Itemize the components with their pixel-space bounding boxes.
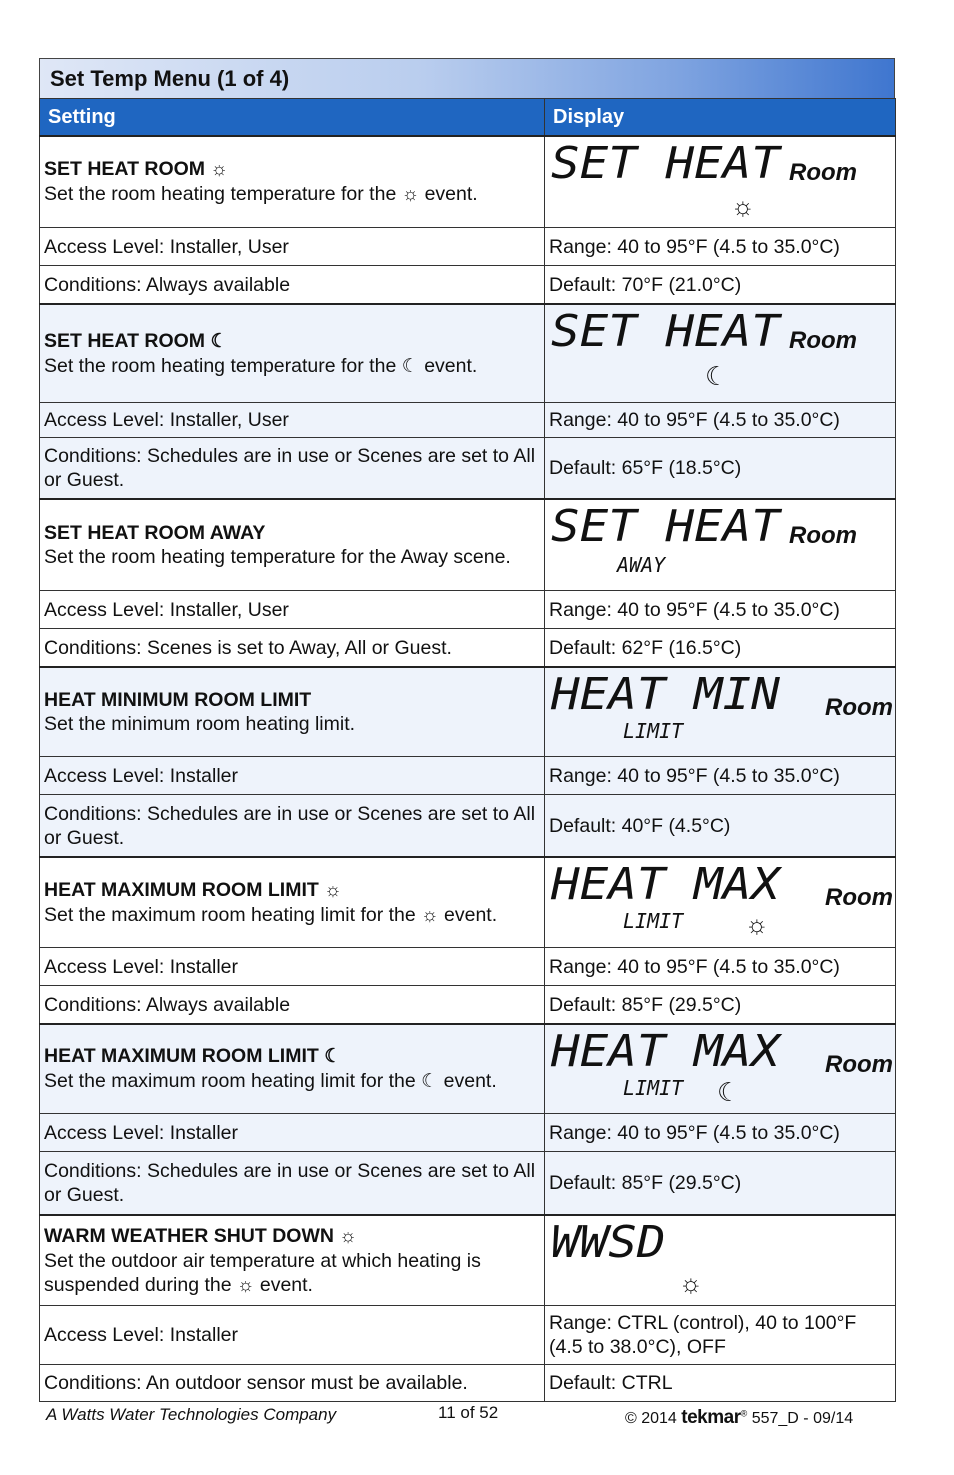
access-row [40,591,896,629]
setting-name [44,329,540,354]
display-cell [545,304,896,403]
setting-row [40,857,896,948]
brand-logo: tekmar [681,1407,741,1428]
description-text-end: event. [443,1070,497,1092]
setting-name [44,157,540,182]
moon-icon: ☾ [717,1077,741,1107]
sun-icon: ☼ [679,1268,703,1298]
lcd-sub-text: LIMIT [623,719,684,743]
description-text-end: event. [424,183,478,205]
setting-cell [40,1215,545,1306]
access-row [40,403,896,438]
default-value: Default: 85°F (29.5°C) [545,1152,896,1216]
setting-row [40,304,896,403]
lcd-sub-text: LIMIT [623,909,684,933]
range: Range: 40 to 95°F (4.5 to 35.0°C) [545,1114,896,1152]
moon-icon: ☾ [401,355,419,377]
setting-cell [40,667,545,757]
setting-description [44,182,540,207]
description-text: Set the maximum room heating limit for the [44,1070,416,1092]
display-cell [545,667,896,757]
description-text: Set the maximum room heating limit for the [44,903,416,926]
settings-table [39,98,896,1402]
lcd-sub-text: LIMIT [623,1076,684,1100]
access-row [40,1306,896,1365]
setting-description [44,354,540,379]
setting-description [44,712,540,736]
conditions-row [40,438,896,500]
sun-icon: ☼ [745,909,769,939]
description-text-end: event. [259,1273,313,1296]
setting-name-text: HEAT MAXIMUM ROOM LIMIT [44,878,319,901]
setting-row [40,136,896,228]
setting-cell [40,304,545,403]
sun-icon: ☼ [339,1225,357,1247]
lcd-main-text: SET HEAT [551,306,780,357]
page-number: 11 of 52 [438,1403,499,1422]
default-value: Default: 85°F (29.5°C) [545,986,896,1025]
setting-description [44,1249,540,1298]
setting-cell [40,1024,545,1114]
access-level: Access Level: Installer [40,757,545,795]
moon-icon: ☾ [324,1046,342,1067]
setting-row [40,1024,896,1114]
room-label: Room [789,159,857,186]
access-row [40,1114,896,1152]
conditions: Conditions: Schedules are in use or Scenes are set to All or Guest. [40,1152,545,1216]
default-value: Default: 40°F (4.5°C) [545,795,896,858]
display-cell [545,1215,896,1306]
lcd-main-text: SET HEAT [551,501,780,552]
display-cell [545,499,896,591]
default-value: Default: 65°F (18.5°C) [545,438,896,500]
lcd-main-text: WWSD [551,1217,666,1268]
setting-name-text: SET HEAT ROOM AWAY [44,522,266,544]
room-label: Room [825,694,893,721]
setting-description [44,903,540,928]
room-label: Room [789,522,857,549]
setting-name-text: SET HEAT ROOM [44,329,206,352]
registered-mark: ® [740,1408,748,1419]
room-label: Room [825,884,893,911]
conditions-row [40,266,896,305]
description-text-end: event. [444,903,498,926]
description-text: Set the minimum room heating limit. [44,713,356,735]
setting-cell [40,136,545,228]
settings-sheet [39,58,895,1402]
display-cell [545,857,896,948]
setting-name-text: HEAT MAXIMUM ROOM LIMIT [44,1045,319,1067]
room-label: Room [825,1051,893,1078]
description-text-end: event. [424,354,478,377]
lcd-main-text: SET HEAT [551,138,780,189]
header-setting: Setting [40,99,545,137]
range: Range: 40 to 95°F (4.5 to 35.0°C) [545,757,896,795]
sun-icon: ☼ [210,159,228,180]
moon-icon: ☾ [705,361,729,391]
conditions-row [40,1152,896,1216]
access-row [40,948,896,986]
conditions: Conditions: Always available [40,986,545,1025]
range: Range: CTRL (control), 40 to 100°F (4.5 to 38.0°C), OFF [545,1306,896,1365]
setting-name [44,878,540,903]
description-text: Set the room heating temperature for the [44,183,397,205]
setting-name-text: SET HEAT ROOM [44,158,206,180]
conditions: Conditions: Schedules are in use or Scenes are set to All or Guest. [40,795,545,858]
description-text: Set the room heating temperature for the Away scene. [44,546,511,568]
description-text: Set the room heating temperature for the [44,354,397,377]
setting-cell [40,499,545,591]
range: Range: 40 to 95°F (4.5 to 35.0°C) [545,591,896,629]
access-level: Access Level: Installer [40,1114,545,1152]
display-cell [545,1024,896,1114]
default-value: Default: CTRL [545,1365,896,1402]
room-label: Room [789,327,857,354]
range: Range: 40 to 95°F (4.5 to 35.0°C) [545,228,896,266]
lcd-main-text: HEAT MAX [551,1026,780,1077]
conditions: Conditions: An outdoor sensor must be available. [40,1365,545,1402]
sun-icon: ☼ [401,184,420,205]
setting-row [40,499,896,591]
conditions-row [40,795,896,858]
default-value: Default: 62°F (16.5°C) [545,629,896,668]
lcd-main-text: HEAT MIN [551,669,780,720]
conditions-row [40,986,896,1025]
access-level: Access Level: Installer, User [40,403,545,438]
setting-description [44,1069,540,1094]
access-level: Access Level: Installer, User [40,228,545,266]
sun-icon: ☼ [237,1274,255,1296]
setting-cell [40,857,545,948]
moon-icon: ☾ [421,1071,439,1092]
conditions: Conditions: Schedules are in use or Scenes are set to All or Guest. [40,438,545,500]
conditions-row [40,1365,896,1402]
description-text: Set the outdoor air temperature at which heating is suspended during the [44,1249,481,1296]
display-cell [545,136,896,228]
range: Range: 40 to 95°F (4.5 to 35.0°C) [545,948,896,986]
menu-title: Set Temp Menu (1 of 4) [39,58,895,98]
sun-icon: ☼ [421,904,439,926]
sun-icon: ☼ [731,191,755,221]
setting-description [44,545,540,569]
setting-name [44,1224,540,1249]
setting-name-text: WARM WEATHER SHUT DOWN [44,1224,334,1247]
sun-icon: ☼ [324,879,342,901]
company-name: A Watts Water Technologies Company [46,1405,337,1424]
conditions-row [40,629,896,668]
setting-name [44,1044,540,1069]
default-value: Default: 70°F (21.0°C) [545,266,896,305]
setting-name [44,688,540,712]
access-row [40,228,896,266]
access-row [40,757,896,795]
doc-code: 557_D - 09/14 [751,1410,854,1427]
doc-info [625,1407,853,1429]
lcd-main-text: HEAT MAX [551,859,780,910]
setting-name-text: HEAT MINIMUM ROOM LIMIT [44,689,312,711]
access-level: Access Level: Installer, User [40,591,545,629]
setting-row [40,667,896,757]
conditions: Conditions: Always available [40,266,545,305]
setting-row [40,1215,896,1306]
lcd-sub-text: AWAY [617,553,666,577]
access-level: Access Level: Installer [40,948,545,986]
access-level: Access Level: Installer [40,1306,545,1365]
moon-icon: ☾ [210,330,228,352]
setting-name [44,521,540,545]
conditions: Conditions: Scenes is set to Away, All or Guest. [40,629,545,668]
header-display: Display [545,99,896,137]
range: Range: 40 to 95°F (4.5 to 35.0°C) [545,403,896,438]
copyright: © 2014 [625,1410,677,1427]
